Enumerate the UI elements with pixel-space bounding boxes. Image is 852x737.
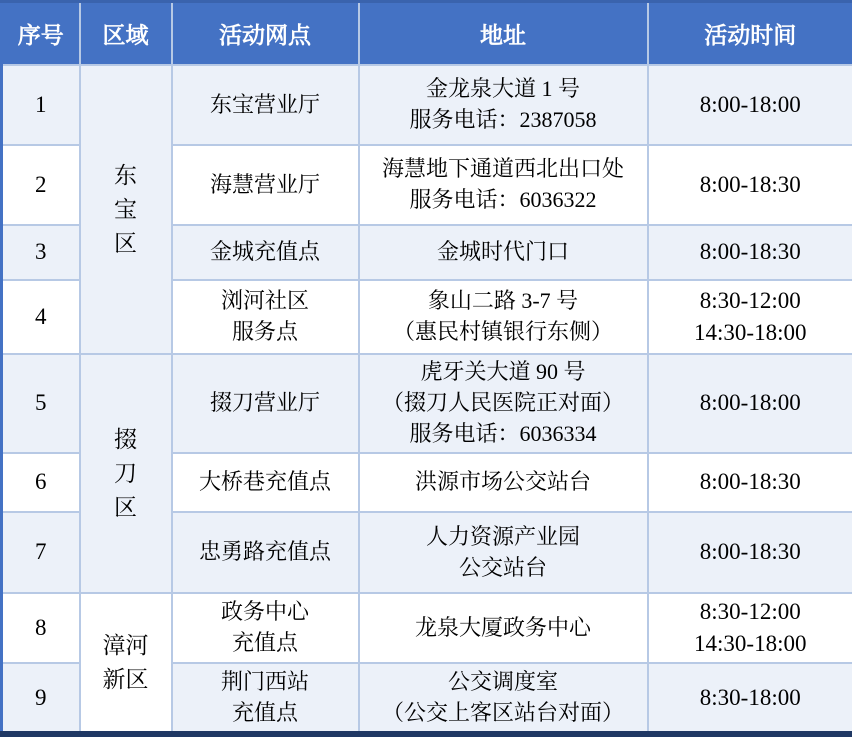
address-line: 公交调度室 xyxy=(364,667,643,698)
time-line: 8:00-18:30 xyxy=(653,236,849,268)
point-line: 掇刀营业厅 xyxy=(177,388,354,419)
region-cell-zhanghe xyxy=(80,593,172,734)
address-cell xyxy=(359,280,648,354)
point-line: 政务中心 xyxy=(177,597,354,628)
row-number-cell: 6 xyxy=(2,453,80,512)
point-line: 充值点 xyxy=(177,628,354,659)
point-line: 荆门西站 xyxy=(177,667,354,698)
point-cell xyxy=(172,512,359,593)
address-cell xyxy=(359,593,648,663)
region-line: 宝 xyxy=(85,193,167,227)
address-line: （惠民村镇银行东侧） xyxy=(364,317,643,348)
point-line: 浏河社区 xyxy=(177,286,354,317)
time-cell xyxy=(648,225,852,280)
header-row xyxy=(2,2,852,66)
time-cell xyxy=(648,280,852,354)
point-cell xyxy=(172,280,359,354)
row-number-cell: 9 xyxy=(2,663,80,734)
region-cell-dongbao xyxy=(80,65,172,354)
time-cell xyxy=(648,354,852,453)
row-number-cell: 2 xyxy=(2,145,80,225)
point-line: 大桥巷充值点 xyxy=(177,467,354,498)
time-cell xyxy=(648,453,852,512)
time-cell xyxy=(648,512,852,593)
row-number-cell: 3 xyxy=(2,225,80,280)
address-cell xyxy=(359,225,648,280)
point-line: 忠勇路充值点 xyxy=(177,537,354,568)
time-cell xyxy=(648,65,852,145)
time-cell xyxy=(648,145,852,225)
row-number-cell: 5 xyxy=(2,354,80,453)
address-line: （公交上客区站台对面） xyxy=(364,698,643,729)
point-cell xyxy=(172,65,359,145)
row-number-cell: 1 xyxy=(2,65,80,145)
time-line: 8:00-18:00 xyxy=(653,387,849,419)
address-line: 金龙泉大道 1 号 xyxy=(364,74,643,105)
address-line: 海慧地下通道西北出口处 xyxy=(364,154,643,185)
header-address: 地址 xyxy=(359,2,648,66)
header-time: 活动时间 xyxy=(648,2,852,66)
point-cell xyxy=(172,145,359,225)
header-point: 活动网点 xyxy=(172,2,359,66)
time-line: 14:30-18:00 xyxy=(653,628,849,660)
time-line: 8:00-18:30 xyxy=(653,536,849,568)
table-row xyxy=(2,354,852,453)
address-line: 龙泉大厦政务中心 xyxy=(364,613,643,644)
point-line: 充值点 xyxy=(177,698,354,729)
time-line: 8:00-18:30 xyxy=(653,466,849,498)
address-line: 金城时代门口 xyxy=(364,237,643,268)
address-cell xyxy=(359,453,648,512)
address-cell xyxy=(359,512,648,593)
address-line: （掇刀人民医院正对面） xyxy=(364,388,643,419)
row-number-cell: 4 xyxy=(2,280,80,354)
region-line: 新区 xyxy=(85,663,167,697)
header-region: 区域 xyxy=(80,2,172,66)
time-line: 8:30-12:00 xyxy=(653,285,849,317)
time-cell xyxy=(648,593,852,663)
point-cell xyxy=(172,225,359,280)
point-cell xyxy=(172,354,359,453)
address-line: 洪源市场公交站台 xyxy=(364,467,643,498)
region-line: 掇 xyxy=(85,423,167,457)
address-cell xyxy=(359,145,648,225)
address-line: 服务电话：6036322 xyxy=(364,185,643,216)
region-line: 区 xyxy=(85,227,167,261)
time-line: 8:30-18:00 xyxy=(653,682,849,714)
address-line: 人力资源产业园 xyxy=(364,522,643,553)
time-cell xyxy=(648,663,852,734)
point-line: 金城充值点 xyxy=(177,237,354,268)
address-line: 虎牙关大道 90 号 xyxy=(364,357,643,388)
address-cell xyxy=(359,65,648,145)
region-line: 漳河 xyxy=(85,629,167,663)
row-number-cell: 8 xyxy=(2,593,80,663)
address-line: 公交站台 xyxy=(364,553,643,584)
time-line: 8:00-18:30 xyxy=(653,169,849,201)
point-cell xyxy=(172,593,359,663)
address-cell xyxy=(359,663,648,734)
point-line: 东宝营业厅 xyxy=(177,90,354,121)
region-cell-duodao xyxy=(80,354,172,593)
region-line: 刀 xyxy=(85,457,167,491)
region-line: 东 xyxy=(85,159,167,193)
point-line: 海慧营业厅 xyxy=(177,170,354,201)
address-line: 象山二路 3-7 号 xyxy=(364,286,643,317)
address-line: 服务电话：6036334 xyxy=(364,419,643,450)
header-no: 序号 xyxy=(2,2,80,66)
time-line: 14:30-18:00 xyxy=(653,317,849,349)
time-line: 8:00-18:00 xyxy=(653,89,849,121)
region-line: 区 xyxy=(85,491,167,525)
address-line: 服务电话：2387058 xyxy=(364,105,643,136)
point-cell xyxy=(172,453,359,512)
table-row xyxy=(2,65,852,145)
point-line: 服务点 xyxy=(177,317,354,348)
table-row xyxy=(2,593,852,663)
address-cell xyxy=(359,354,648,453)
point-cell xyxy=(172,663,359,734)
row-number-cell: 7 xyxy=(2,512,80,593)
time-line: 8:30-12:00 xyxy=(653,596,849,628)
